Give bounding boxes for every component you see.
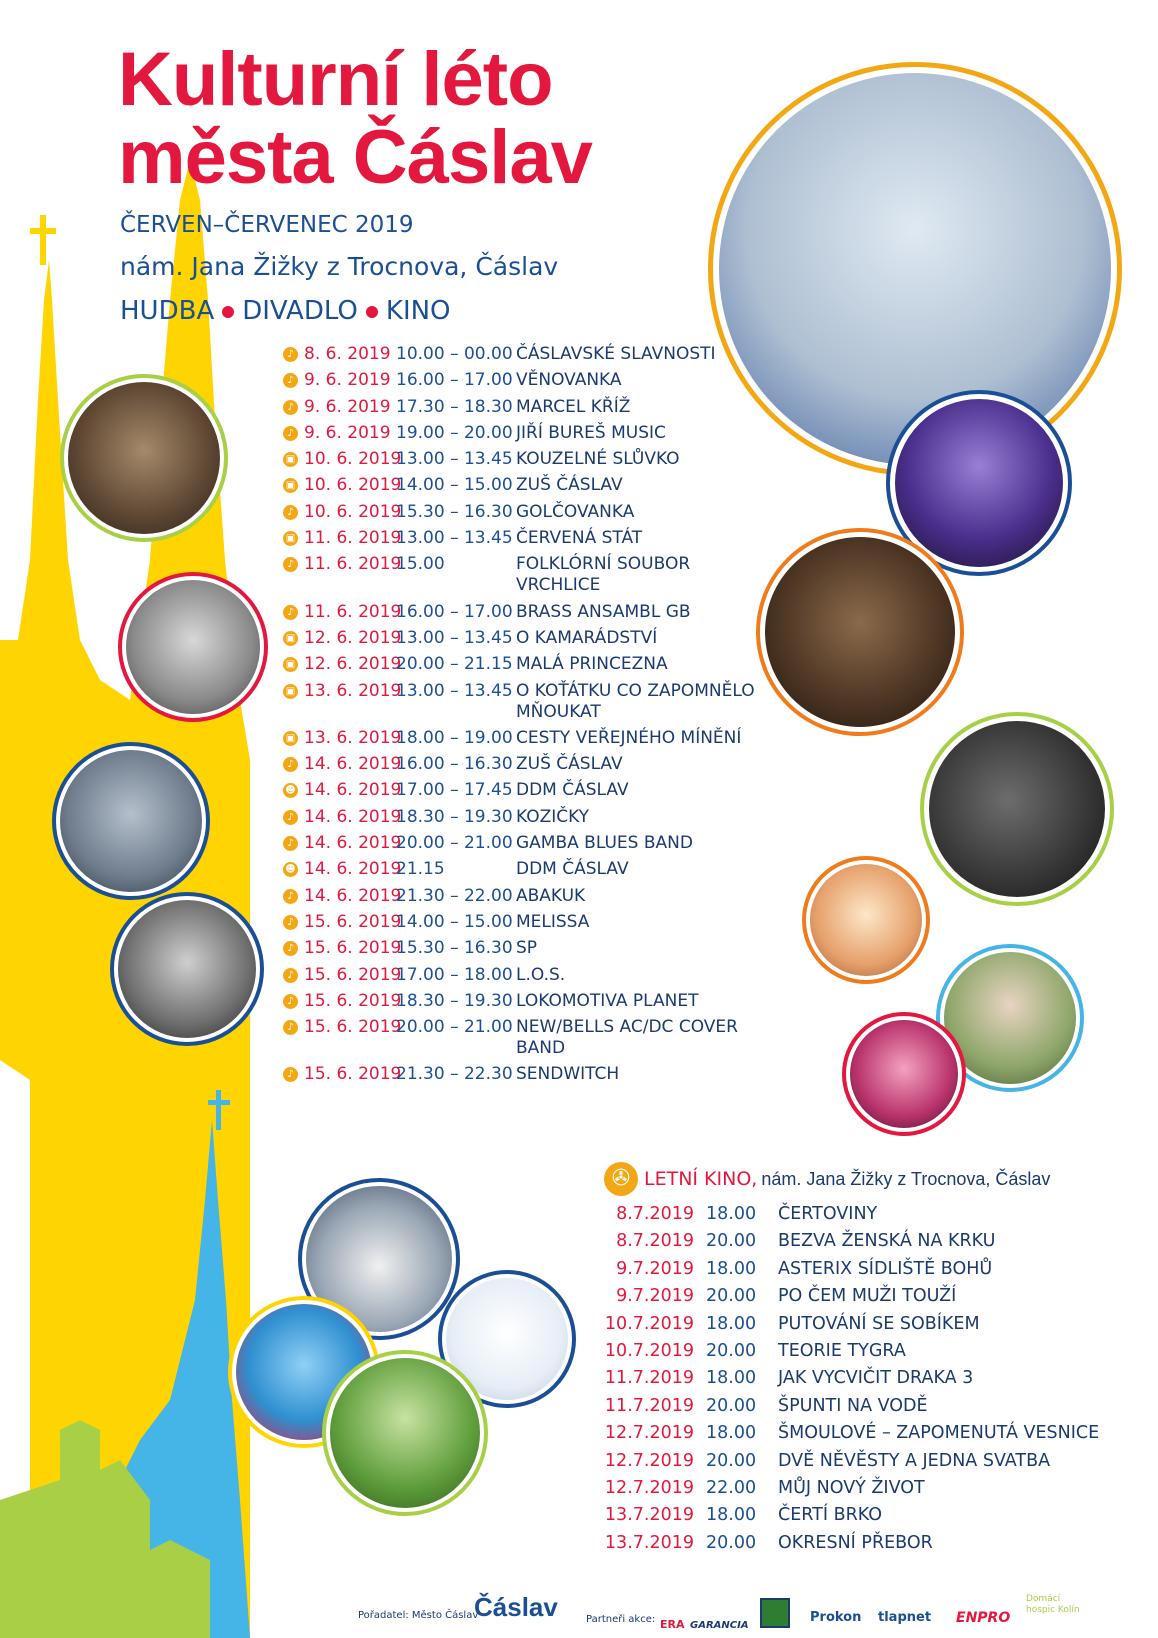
program-date: 8. 6. 2019	[304, 344, 391, 364]
program-event: DDM ČÁSLAV	[516, 780, 629, 801]
theatre-icon: ▣	[283, 657, 298, 672]
photo-film-football	[322, 1350, 488, 1516]
program-time: 16.00 – 17.00	[396, 601, 513, 622]
program-time: 19.00 – 20.00	[396, 422, 513, 443]
screening-row	[604, 1286, 1124, 1307]
screening-time: 18.00	[706, 1368, 757, 1389]
music-icon: ♪	[283, 373, 298, 388]
program-time: 18.00 – 19.00	[396, 727, 513, 748]
program-time: 21.30 – 22.30	[396, 1064, 513, 1085]
program-date: 9. 6. 2019	[304, 422, 391, 443]
program-event: GAMBA BLUES BAND	[516, 833, 693, 854]
screening-date: 12.7.2019	[604, 1423, 694, 1444]
program-time: 15.30 – 16.30	[396, 501, 513, 522]
program-row	[283, 602, 773, 623]
program-date: 10. 6. 2019	[304, 449, 402, 470]
program-row	[283, 754, 773, 775]
program-event: O KOŤÁTKU CO ZAPOMNĚLO MŇOUKAT	[516, 680, 755, 722]
dance-icon: ☻	[283, 783, 298, 798]
photo-pop-band	[118, 572, 268, 722]
program-row	[283, 912, 773, 933]
bullet-dot	[366, 306, 378, 318]
cinema-venue: nám. Jana Žižky z Trocnova, Čáslav	[761, 1168, 1051, 1189]
program-time: 13.00 – 13.45	[396, 528, 513, 549]
program-date: 14. 6. 2019	[304, 806, 402, 827]
screening-date: 9.7.2019	[616, 1286, 694, 1307]
program-time: 10.00 – 00.00	[396, 344, 513, 364]
program-row	[283, 1017, 773, 1059]
partner-hospic: Domácí hospic Kolín	[1026, 1594, 1080, 1615]
screening-time: 18.00	[706, 1258, 757, 1279]
program-event: FOLKLÓRNÍ SOUBOR VRCHLICE	[516, 554, 691, 596]
program-event: O KAMARÁDSTVÍ	[516, 627, 658, 648]
program-date: 9. 6. 2019	[304, 396, 391, 417]
screening-name: ŠPUNTI NA VODĚ	[778, 1395, 928, 1416]
program-time: 13.00 – 13.45	[396, 680, 513, 701]
screening-date: 11.7.2019	[604, 1395, 694, 1416]
program-date: 11. 6. 2019	[304, 528, 402, 549]
program-event: CESTY VEŘEJNÉHO MÍNĚNÍ	[516, 727, 742, 748]
program-row	[283, 397, 773, 418]
music-icon: ♪	[283, 347, 298, 362]
partner-tlapnet: tlapnet	[878, 1610, 932, 1625]
program-event: SENDWITCH	[516, 1064, 620, 1085]
program-date: 15. 6. 2019	[304, 1064, 402, 1085]
title-line2: města Čáslav	[118, 115, 592, 200]
photo-blues-band	[110, 892, 264, 1046]
program-date: 14. 6. 2019	[304, 754, 402, 775]
screening-time: 20.00	[706, 1286, 757, 1307]
program-row	[283, 423, 773, 444]
screening-row	[604, 1451, 1124, 1472]
program-time: 20.00 – 21.00	[396, 833, 513, 854]
program-time: 13.00 – 13.45	[396, 449, 513, 470]
program-row	[283, 991, 773, 1012]
program-date: 15. 6. 2019	[304, 938, 402, 959]
screening-row	[604, 1368, 1124, 1389]
theatre-icon: ▣	[283, 684, 298, 699]
screening-row	[604, 1231, 1124, 1252]
screening-name: OKRESNÍ PŘEBOR	[778, 1532, 933, 1553]
program-row	[283, 1064, 773, 1085]
program-event: KOUZELNÉ SLŮVKO	[516, 449, 680, 470]
music-icon: ♪	[283, 400, 298, 415]
program-time: 15.00	[396, 554, 445, 575]
program-time: 15.30 – 16.30	[396, 938, 513, 959]
program-time: 13.00 – 13.45	[396, 627, 513, 648]
program-date: 12. 6. 2019	[304, 627, 402, 648]
music-icon: ♪	[283, 505, 298, 520]
genre-theatre: DIVADLO	[242, 296, 358, 326]
program-time: 16.00 – 17.00	[396, 370, 513, 391]
partner-garancia: GARANCIA	[690, 1620, 749, 1631]
cinema-label: LETNÍ KINO,	[644, 1168, 758, 1190]
program-date: 11. 6. 2019	[304, 601, 402, 622]
program-event: SP	[516, 938, 538, 959]
program-event: L.O.S.	[516, 964, 566, 985]
theatre-icon: ▣	[283, 452, 298, 467]
program-event: MARCEL KŘÍŽ	[516, 396, 631, 417]
music-icon: ♪	[283, 557, 298, 572]
screening-name: ČERTOVINY	[778, 1204, 878, 1224]
program-event: BRASS ANSAMBL GB	[516, 601, 691, 622]
photo-folk-group	[60, 374, 228, 542]
program-row	[283, 886, 773, 907]
cinema-list	[604, 1204, 1124, 1560]
screening-time: 20.00	[706, 1532, 757, 1553]
music-icon: ♪	[283, 968, 298, 983]
program-date: 15. 6. 2019	[304, 1017, 402, 1038]
program-row	[283, 965, 773, 986]
program-row	[283, 628, 773, 649]
partner-enpro: ENPRO	[956, 1610, 1011, 1626]
screening-date: 12.7.2019	[604, 1477, 694, 1498]
screening-time: 18.00	[706, 1204, 757, 1224]
program-date: 10. 6. 2019	[304, 501, 402, 522]
screening-row	[604, 1396, 1124, 1417]
program-event: MELISSA	[516, 911, 590, 932]
program-row	[283, 780, 773, 801]
screening-time: 18.00	[706, 1423, 757, 1444]
organizer-text: Pořadatel: Město Čáslav	[358, 1610, 479, 1621]
photo-guitarist	[920, 712, 1114, 906]
program-event: JIŘÍ BUREŠ MUSIC	[516, 422, 666, 443]
program-row	[283, 728, 773, 749]
screening-row	[604, 1341, 1124, 1362]
music-icon: ♪	[283, 605, 298, 620]
screening-time: 20.00	[706, 1395, 757, 1416]
screening-row	[604, 1314, 1124, 1335]
screening-time: 20.00	[706, 1450, 757, 1471]
program-event: GOLČOVANKA	[516, 501, 635, 522]
program-row	[283, 502, 773, 523]
partner-qr-logo	[760, 1598, 790, 1628]
program-row	[283, 681, 773, 723]
cinema-header	[604, 1162, 1050, 1196]
program-row	[283, 528, 773, 549]
program-date: 15. 6. 2019	[304, 911, 402, 932]
screening-date: 12.7.2019	[604, 1450, 694, 1471]
screening-row	[604, 1204, 1124, 1225]
screening-time: 20.00	[706, 1231, 757, 1252]
program-time: 14.00 – 15.00	[396, 475, 513, 496]
screening-time: 22.00	[706, 1477, 757, 1498]
program-date: 14. 6. 2019	[304, 885, 402, 906]
film-reel-icon: ✇	[604, 1162, 638, 1196]
genre-cinema: KINO	[385, 296, 451, 326]
program-time: 16.00 – 16.30	[396, 754, 513, 775]
program-date: 12. 6. 2019	[304, 654, 402, 675]
screening-date: 8.7.2019	[616, 1204, 694, 1224]
screening-row	[604, 1505, 1124, 1526]
program-event: ČERVENÁ STÁT	[516, 528, 643, 549]
program-event: KOZIČKY	[516, 806, 590, 827]
program-time: 20.00 – 21.00	[396, 1017, 513, 1038]
partners-label: Partneři akce:	[586, 1614, 656, 1625]
screening-name: ASTERIX SÍDLIŠTĚ BOHŮ	[778, 1258, 993, 1279]
photo-jazz-band	[756, 528, 964, 736]
program-row	[283, 938, 773, 959]
program-time: 21.30 – 22.00	[396, 885, 513, 906]
music-icon: ♪	[283, 426, 298, 441]
program-date: 14. 6. 2019	[304, 780, 402, 801]
screening-row	[604, 1478, 1124, 1499]
theatre-icon: ▣	[283, 731, 298, 746]
screening-date: 9.7.2019	[616, 1258, 694, 1279]
program-date: 14. 6. 2019	[304, 859, 402, 880]
program-date: 15. 6. 2019	[304, 964, 402, 985]
venue: nám. Jana Žižky z Trocnova, Čáslav	[120, 252, 559, 281]
program-row	[283, 833, 773, 854]
program-time: 17.00 – 17.45	[396, 780, 513, 801]
music-icon: ♪	[283, 836, 298, 851]
theatre-icon: ▣	[283, 531, 298, 546]
screening-name: BEZVA ŽENSKÁ NA KRKU	[778, 1231, 996, 1252]
screening-time: 18.00	[706, 1505, 757, 1526]
screening-name: ČERTÍ BRKO	[778, 1505, 883, 1526]
title-line1: Kulturní léto	[118, 37, 553, 122]
program-event: VĚNOVANKA	[516, 370, 622, 391]
music-icon: ♪	[283, 994, 298, 1009]
partner-era: ERA	[660, 1618, 685, 1631]
genre-music: HUDBA	[120, 296, 215, 326]
program-row	[283, 449, 773, 470]
music-icon: ♪	[283, 889, 298, 904]
screening-time: 20.00	[706, 1340, 757, 1361]
screening-row	[604, 1423, 1124, 1444]
program-date: 13. 6. 2019	[304, 680, 402, 701]
program-time: 18.30 – 19.30	[396, 806, 513, 827]
screening-name: PUTOVÁNÍ SE SOBÍKEM	[778, 1313, 980, 1334]
photo-puppets	[802, 856, 930, 984]
screening-date: 13.7.2019	[604, 1505, 694, 1526]
program-date: 13. 6. 2019	[304, 727, 402, 748]
music-icon: ♪	[283, 1067, 298, 1082]
program-date: 9. 6. 2019	[304, 370, 391, 391]
screening-row	[604, 1533, 1124, 1554]
program-event: ZUŠ ČÁSLAV	[516, 754, 623, 775]
program-row	[283, 859, 773, 880]
photo-dancer	[842, 1012, 966, 1136]
program-time: 14.00 – 15.00	[396, 911, 513, 932]
program-list	[283, 344, 773, 1091]
program-event: ČÁSLAVSKÉ SLAVNOSTI	[516, 344, 716, 364]
program-event: DDM ČÁSLAV	[516, 859, 629, 880]
screening-name: TEORIE TYGRA	[778, 1340, 906, 1361]
program-time: 20.00 – 21.15	[396, 654, 513, 675]
screening-date: 10.7.2019	[604, 1340, 694, 1361]
program-row	[283, 654, 773, 675]
program-row	[283, 370, 773, 391]
program-time: 18.30 – 19.30	[396, 990, 513, 1011]
screening-date: 10.7.2019	[604, 1313, 694, 1334]
dance-icon: ☻	[283, 862, 298, 877]
theatre-icon: ▣	[283, 478, 298, 493]
screening-name: MŮJ NOVÝ ŽIVOT	[778, 1477, 925, 1498]
program-event: ZUŠ ČÁSLAV	[516, 475, 623, 496]
program-row	[283, 475, 773, 496]
music-icon: ♪	[283, 1020, 298, 1035]
screening-name: PO ČEM MUŽI TOUŽÍ	[778, 1286, 957, 1307]
music-icon: ♪	[283, 941, 298, 956]
program-row	[283, 344, 773, 365]
music-icon: ♪	[283, 915, 298, 930]
program-time: 17.30 – 18.30	[396, 396, 513, 417]
program-row	[283, 554, 773, 596]
program-row	[283, 807, 773, 828]
program-time: 21.15	[396, 859, 445, 880]
partner-prokon: Prokon	[810, 1610, 862, 1625]
program-event: LOKOMOTIVA PLANET	[516, 990, 699, 1011]
bullet-dot	[222, 306, 234, 318]
program-date: 15. 6. 2019	[304, 990, 402, 1011]
program-date: 14. 6. 2019	[304, 833, 402, 854]
theatre-icon: ▣	[283, 631, 298, 646]
program-event: MALÁ PRINCEZNA	[516, 654, 668, 675]
screening-date: 8.7.2019	[616, 1231, 694, 1252]
screening-name: JAK VYCVIČIT DRAKA 3	[778, 1368, 974, 1389]
city-logo: Čáslav	[474, 1592, 558, 1622]
screening-time: 18.00	[706, 1313, 757, 1334]
genres	[120, 296, 451, 326]
music-icon: ♪	[283, 810, 298, 825]
program-event: NEW/BELLS AC/DC COVER BAND	[516, 1017, 738, 1059]
screening-date: 11.7.2019	[604, 1368, 694, 1389]
screening-row	[604, 1259, 1124, 1280]
screening-name: ŠMOULOVÉ – ZAPOMENUTÁ VESNICE	[778, 1423, 1100, 1444]
program-event: ABAKUK	[516, 885, 586, 906]
screening-date: 13.7.2019	[604, 1532, 694, 1553]
date-range: ČERVEN–ČERVENEC 2019	[120, 212, 414, 238]
program-time: 17.00 – 18.00	[396, 964, 513, 985]
program-date: 10. 6. 2019	[304, 475, 402, 496]
photo-guitar-player	[52, 742, 210, 900]
screening-name: DVĚ NĚVĚSTY A JEDNA SVATBA	[778, 1450, 1051, 1471]
program-date: 11. 6. 2019	[304, 554, 402, 575]
music-icon: ♪	[283, 757, 298, 772]
